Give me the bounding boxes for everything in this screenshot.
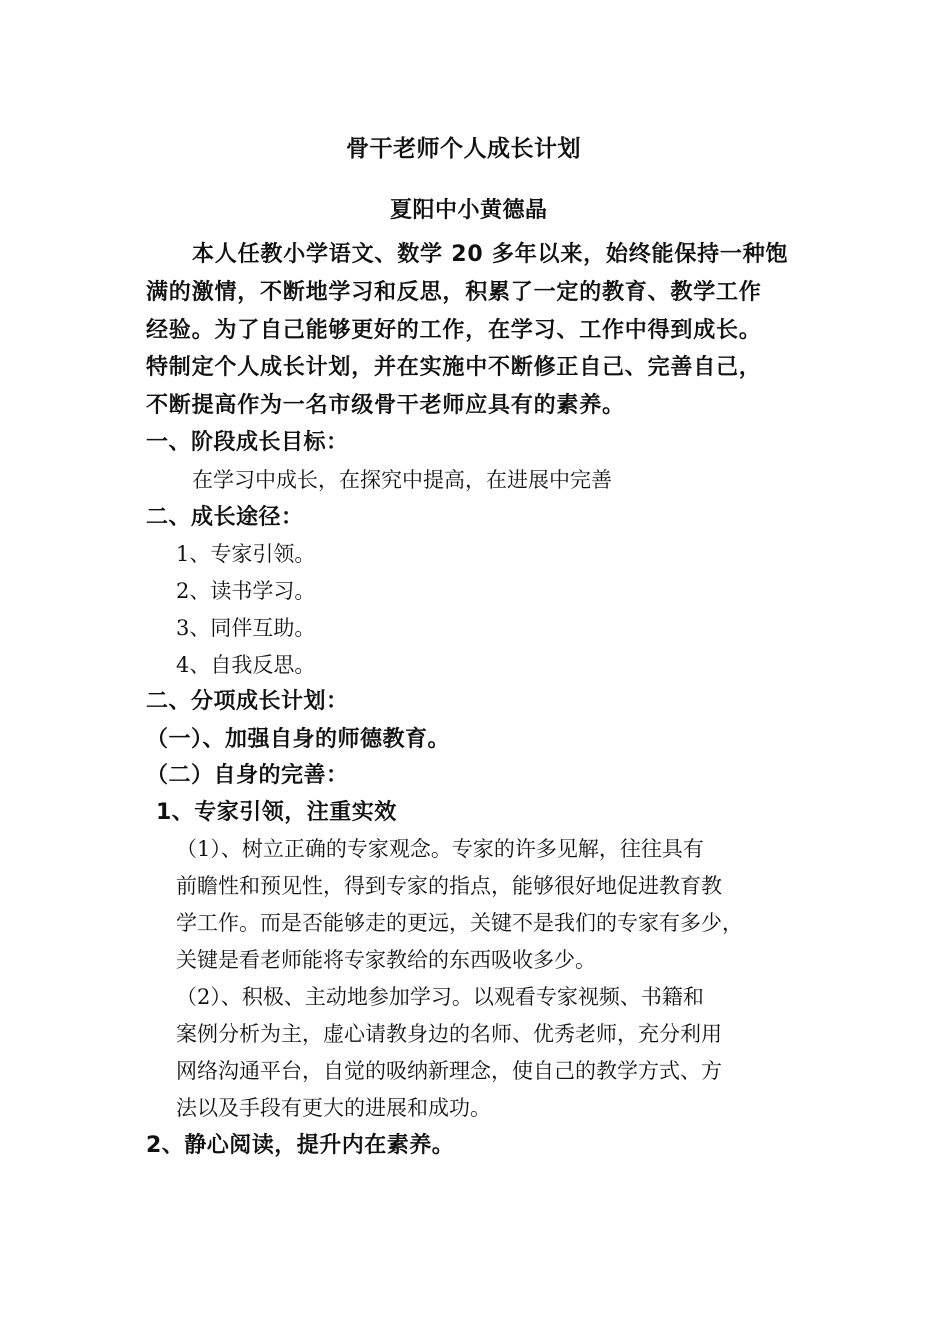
section-text: 在学习中成长，在探究中提高，在进展中完善 [192, 468, 612, 492]
paragraph-line: （2）、积极、主动地参加学习。以观看专家视频、书籍和 [176, 985, 704, 1009]
subsection-heading: （一）、加强自身的师德教育。 [146, 727, 451, 752]
section-heading: 一、阶段成长目标： [146, 430, 349, 455]
document-author: 夏阳中小黄德晶 [390, 198, 548, 223]
intro-line: 本人任教小学语文、数学 20 多年以来，始终能保持一种饱 [192, 242, 789, 267]
paragraph-line: （1）、树立正确的专家观念。专家的许多见解，往往具有 [176, 837, 704, 861]
section-heading: 二、成长途径： [146, 505, 304, 530]
paragraph-line: 法以及手段有更大的进展和成功。 [176, 1096, 491, 1120]
document-title: 骨干老师个人成长计划 [346, 136, 581, 162]
list-item: 1、专家引领。 [176, 542, 316, 566]
paragraph-line: 网络沟通平台，自觉的吸纳新理念，使自己的教学方式、方 [176, 1059, 722, 1083]
list-item: 3、同伴互助。 [176, 616, 316, 640]
paragraph-line: 案例分析为主，虚心请教身边的名师、优秀老师，充分利用 [176, 1022, 722, 1046]
item-heading: 1、专家引领，注重实效 [156, 800, 397, 825]
subsection-heading: （二）自身的完善： [146, 763, 349, 788]
paragraph-line: 前瞻性和预见性，得到专家的指点，能够很好地促进教育教 [176, 874, 722, 898]
list-item: 4、自我反思。 [176, 653, 316, 677]
section-heading: 二、分项成长计划： [146, 689, 349, 714]
intro-line: 不断提高作为一名市级骨干老师应具有的素养。 [146, 393, 625, 418]
intro-line: 满的激情，不断地学习和反思，积累了一定的教育、教学工作 [146, 280, 762, 305]
list-item: 2、读书学习。 [176, 579, 316, 603]
item-heading: 2、静心阅读，提升内在素养。 [146, 1133, 455, 1158]
intro-line: 特制定个人成长计划，并在实施中不断修正自己、完善自己， [146, 355, 762, 380]
paragraph-line: 学工作。而是否能够走的更远，关键不是我们的专家有多少， [176, 911, 743, 935]
intro-line: 经验。为了自己能够更好的工作，在学习、工作中得到成长。 [146, 318, 762, 343]
paragraph-line: 关键是看老师能将专家教给的东西吸收多少。 [176, 948, 596, 972]
